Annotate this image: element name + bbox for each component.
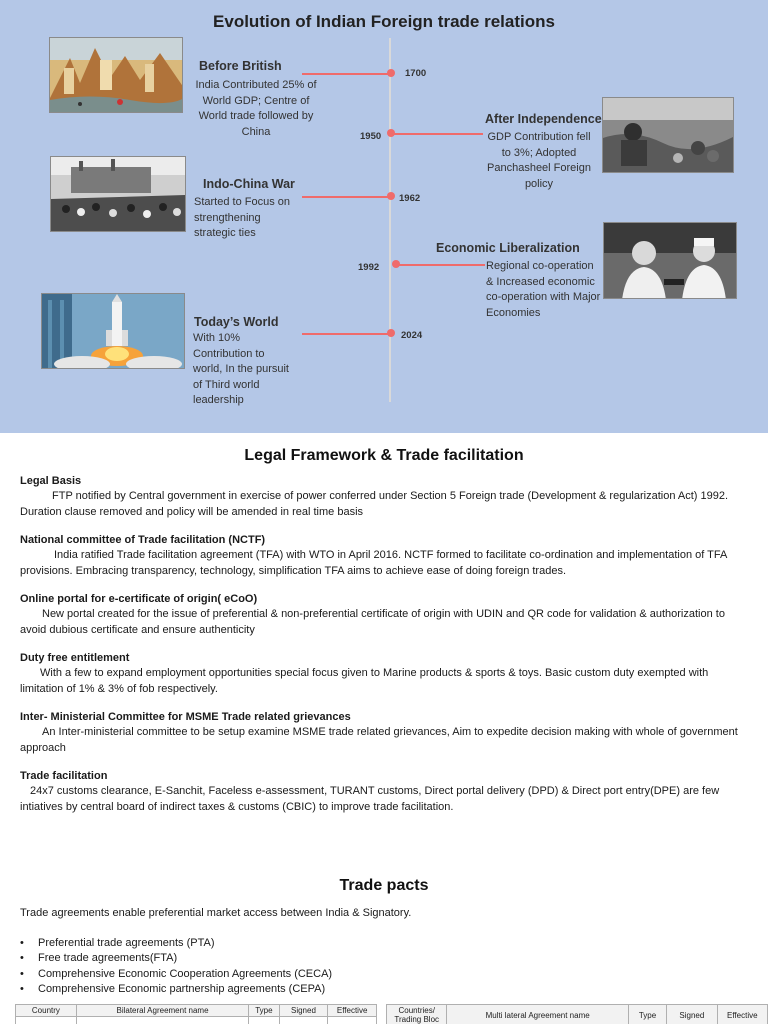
year-1950: 1950	[360, 131, 382, 142]
legal-section-title: Legal Framework & Trade facilitation	[244, 447, 524, 464]
year-2024: 2024	[401, 330, 423, 341]
timeline-axis	[389, 38, 391, 402]
legal-item-body: FTP notified by Central government in exercise of power conferred under Section 5 Foreign trade (Development & regularization Act) 1992. Duration clause removed and policy will be amended in real time basis	[20, 490, 729, 518]
table-cell	[16, 1017, 77, 1024]
table-header-cell: Signed	[279, 1005, 328, 1017]
event-desc-todays-world: With 10% Contribution to world, In the pursuit of Third world leadership	[193, 332, 289, 406]
table-header-cell: Effective	[717, 1005, 767, 1024]
marker-2024	[387, 329, 395, 337]
event-title-todays-world: Today’s World	[194, 315, 279, 329]
bullet-icon: •	[20, 982, 24, 995]
marker-1962	[387, 192, 395, 200]
event-title-after-independence: After Independence	[485, 112, 602, 126]
table-header-row	[16, 1005, 377, 1017]
event-desc-indo-china-war: Started to Focus on strengthening strategic ties	[194, 196, 290, 239]
varanasi-ghats-image	[49, 37, 183, 113]
legal-item-heading: Inter- Ministerial Committee for MSME Trade related grievances	[20, 711, 351, 723]
bullet-icon: •	[20, 937, 24, 949]
legal-item-heading: Online portal for e-certificate of origin( eCoO)	[20, 593, 258, 605]
pacts-section-title: Trade pacts	[339, 877, 429, 894]
marker-1992	[392, 260, 400, 268]
rocket-launch-image	[41, 293, 185, 369]
legal-item-body: New portal created for the issue of preferential & non-preferential certificate of origin with UDIN and QR code for validation & authorization to avoid dubious certificate and ensure authenticity	[20, 608, 725, 636]
event-title-before-british: Before British	[199, 59, 282, 73]
legal-item	[20, 592, 740, 638]
connector-1962	[302, 196, 390, 198]
table-header-cell: Effective	[328, 1005, 377, 1017]
event-title-economic-liberalization: Economic Liberalization	[436, 241, 580, 255]
legal-item-body: India ratified Trade facilitation agreement (TFA) with WTO in April 2016. NCTF formed to facilitate co-ordination and implementation of TFA provisions. Embracing transparency, technology, simplification TFA aims to achieve ease of doing foreign trades.	[20, 549, 727, 577]
pacts-intro: Trade agreements enable preferential market access between India & Signatory.	[20, 907, 412, 919]
event-desc-economic-liberalization: Regional co-operation & Increased economic co-operation with Major Economies	[486, 260, 601, 319]
legal-section	[20, 474, 740, 828]
legal-item-heading: Legal Basis	[20, 475, 82, 487]
table-cell	[76, 1017, 248, 1024]
table-header-cell: Type	[249, 1005, 279, 1017]
list-item	[20, 936, 332, 951]
table-header-row	[387, 1005, 768, 1024]
list-item	[20, 982, 332, 997]
table-header-cell: Type	[628, 1005, 666, 1024]
table-header-cell: Multi lateral Agreement name	[447, 1005, 628, 1024]
bilateral-agreements-table	[15, 1004, 377, 1024]
legal-item-heading: National committee of Trade facilitation (NCTF)	[20, 534, 266, 546]
table-cell	[279, 1017, 328, 1024]
list-item	[20, 951, 332, 966]
year-1962: 1962	[399, 193, 421, 204]
list-item-text: Preferential trade agreements (PTA)	[38, 937, 215, 949]
event-desc-after-independence: GDP Contribution fell to 3%; Adopted Panchasheel Foreign policy	[487, 131, 591, 190]
crowd-ship-image	[50, 156, 186, 232]
marker-1950	[387, 129, 395, 137]
list-item	[20, 967, 332, 982]
event-desc-before-british: India Contributed 25% of World GDP; Centre of World trade followed by China	[195, 79, 317, 138]
table-header-cell: Signed	[667, 1005, 717, 1024]
list-item-text: Comprehensive Economic partnership agreements (CEPA)	[38, 982, 326, 995]
year-1992: 1992	[358, 262, 380, 273]
legal-item-body: 24x7 customs clearance, E-Sanchit, Faceless e-assessment, TURANT customs, Direct portal delivery (DPD) & Direct port entry(DPE) are few intiatives by central board of indirect taxes & customs (CBIC) to improve trade facilitation.	[20, 785, 720, 813]
table-cell	[249, 1017, 279, 1024]
year-1700: 1700	[405, 68, 427, 79]
bullet-icon: •	[20, 952, 24, 965]
table-row	[16, 1017, 377, 1024]
table-cell	[328, 1017, 377, 1024]
timeline-title: Evolution of Indian Foreign trade relations	[213, 12, 555, 31]
multilateral-agreements-table	[386, 1004, 768, 1024]
legal-item	[20, 474, 740, 520]
legal-item	[20, 651, 740, 697]
connector-1950	[391, 133, 483, 135]
post-independence-image	[602, 97, 734, 173]
pacts-list	[20, 936, 332, 997]
legal-item	[20, 769, 740, 815]
table-header-cell: Countries/ Trading Bloc	[387, 1005, 447, 1024]
legal-item-body: With a few to expand employment opportunities special focus given to Marine products & sports & toys. Basic custom duty exempted with limitation of 1% & 3% of fob respectively.	[20, 667, 709, 695]
legal-item-heading: Trade facilitation	[20, 770, 108, 782]
connector-1992	[395, 264, 485, 266]
leaders-press-image	[603, 222, 737, 299]
connector-2024	[302, 333, 390, 335]
list-item-text: Free trade agreements(FTA)	[38, 952, 178, 965]
connector-1700	[302, 73, 390, 75]
legal-item-heading: Duty free entitlement	[20, 652, 130, 664]
legal-item	[20, 710, 740, 756]
marker-1700	[387, 69, 395, 77]
table-header-cell: Bilateral Agreement name	[76, 1005, 248, 1017]
event-title-indo-china-war: Indo-China War	[203, 177, 295, 191]
legal-item-body: An Inter-ministerial committee to be setup examine MSME trade related grievances, Aim to expedite decision making with whole of government approach	[20, 726, 738, 754]
timeline-section	[0, 0, 768, 433]
bullet-icon: •	[20, 967, 24, 980]
list-item-text: Comprehensive Economic Cooperation Agreements (CECA)	[38, 967, 333, 980]
table-header-cell: Country	[16, 1005, 77, 1017]
legal-item	[20, 533, 740, 579]
